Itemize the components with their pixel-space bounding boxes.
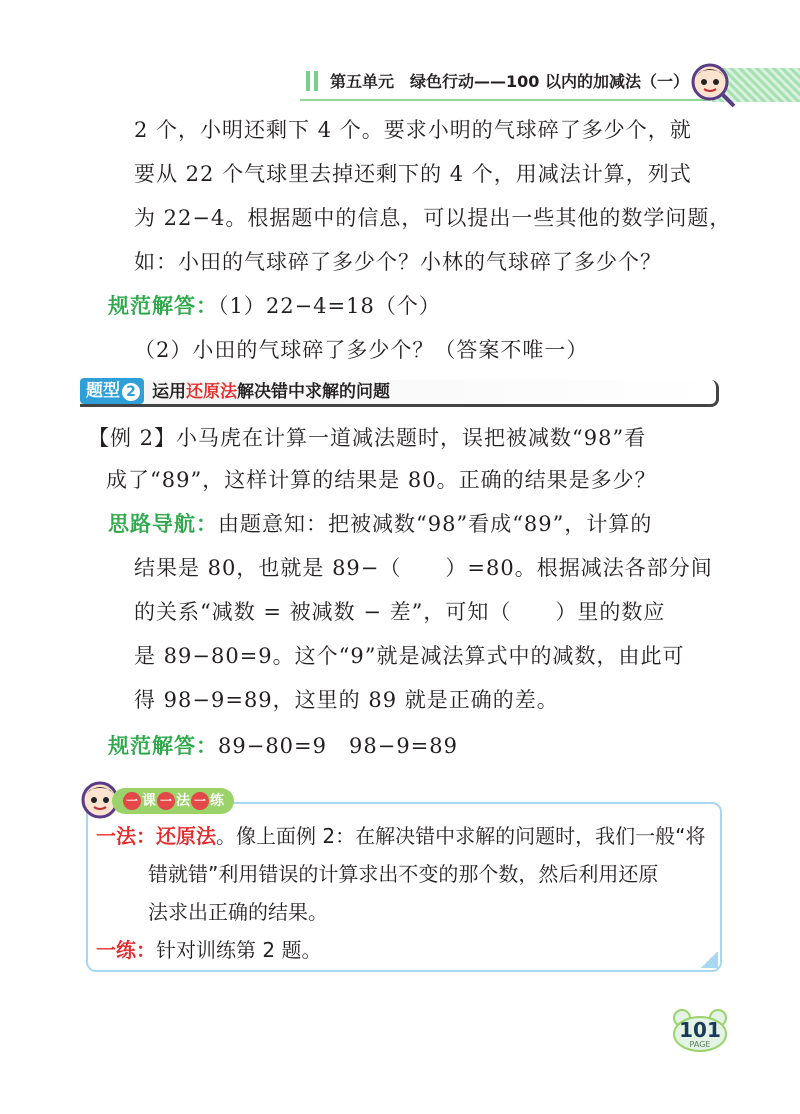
header-underline: [300, 99, 710, 101]
answer-1-label: 规范解答：: [108, 294, 218, 318]
intro-line-3: 为 22−4。根据题中的信息，可以提出一些其他的数学问题，: [134, 206, 732, 230]
pill-char: 课: [142, 793, 156, 809]
answer-2-label: 规范解答：: [108, 734, 218, 758]
pill-char: 一: [191, 792, 209, 810]
tip-method-name: 还原法: [156, 824, 216, 848]
banner-title-post: 解决错中求解的问题: [237, 382, 390, 402]
tip-method-line-1: [96, 822, 705, 850]
intro-line-2: 要从 22 个气球里去掉还剩下的 4 个，用减法计算，列式: [134, 162, 692, 186]
chapter-header: 第五单元 绿色行动——100 以内的加减法（一）: [330, 72, 689, 91]
tip-practice-text: 针对训练第 2 题。: [156, 938, 322, 962]
pill-char: 法: [176, 793, 190, 809]
header-bars: [306, 71, 322, 95]
banner-title-highlight: 还原法: [186, 382, 237, 402]
section-banner: [80, 378, 720, 406]
example-line-1: 【例 2】小马虎在计算一道减法题时，误把被减数“98”看: [88, 426, 647, 450]
tip-method-text: 。像上面例 2：在解决错中求解的问题时，我们一般“将: [216, 824, 706, 848]
page-word: PAGE: [689, 1040, 711, 1049]
guide-line-2: 结果是 80，也就是 89−（ ）=80。根据减法各部分间: [134, 556, 713, 580]
answer-1-line-2: （2）小田的气球碎了多少个？（答案不唯一）: [134, 338, 589, 362]
guide-line-4: 是 89−80=9。这个“9”就是减法算式中的减数，由此可: [134, 644, 685, 668]
banner-tag: [80, 378, 144, 404]
answer-2-text: 89−80=9 98−9=89: [218, 734, 458, 758]
example-line-2: 成了“89”，这样计算的结果是 80。正确的结果是多少？: [106, 468, 657, 492]
tip-box-page-curl: [700, 952, 718, 968]
pill-char: 一: [157, 792, 175, 810]
answer-1-line-1: [108, 292, 441, 320]
banner-title-pre: 运用: [152, 382, 186, 402]
page-number: 101: [679, 1018, 721, 1042]
tip-method-label: 一法：: [96, 824, 156, 848]
banner-tag-text: 题型: [86, 381, 120, 401]
pill-char: 练: [210, 793, 224, 809]
guide-line-3: 的关系“减数 = 被减数 − 差”，可知（ ）里的数应: [134, 600, 666, 624]
banner-title: [152, 380, 390, 404]
tip-method-line-3: 法求出正确的结果。: [148, 900, 328, 924]
intro-line-4: 如：小田的气球碎了多少个？小林的气球碎了多少个？: [134, 250, 662, 274]
tip-title-pill: [112, 788, 234, 814]
guide-line-1: [108, 510, 652, 538]
mascot-magnifier-icon: [690, 62, 738, 110]
tip-practice-label: 一练：: [96, 938, 156, 962]
answer-1-text: （1）22−4=18（个）: [218, 294, 441, 318]
page-number-badge: [670, 1008, 730, 1052]
guide-text-1: 由题意知：把被减数“98”看成“89”，计算的: [218, 512, 653, 536]
guide-label: 思路导航：: [108, 512, 218, 536]
intro-line-1: 2 个，小明还剩下 4 个。要求小明的气球碎了多少个，就: [134, 118, 692, 142]
banner-number: 2: [122, 383, 140, 401]
tip-method-line-2: 错就错”利用错误的计算求出不变的那个数，然后利用还原: [148, 862, 659, 886]
guide-line-5: 得 98−9=89，这里的 89 就是正确的差。: [134, 688, 559, 712]
answer-2-line: [108, 732, 458, 760]
tip-practice-line: [96, 936, 321, 964]
pill-char: 一: [123, 792, 141, 810]
